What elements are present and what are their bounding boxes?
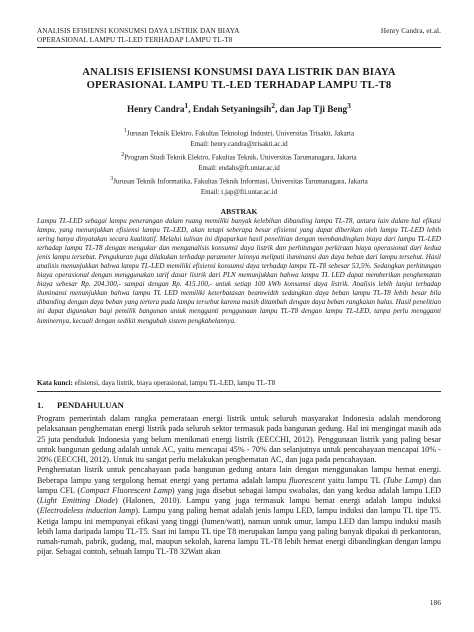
affiliation-2-email: Email: endahs@ft.untar.ac.id [198, 163, 280, 172]
section-title: PENDAHULUAN [57, 400, 124, 410]
intro-p2-text-c: ) dan lampu CFL ( [37, 475, 442, 495]
intro-p2-text-f: ). Lampu yang paling hemat adalah jenis lampu LED, lampu induksi dan lampu TL tipe T5. Ketiga lampu ini mempunyai efikasi yang tinggi (lumen/watt), namun untuk umur, lampu LED dan lampu induksi masih lebih lama daripada lampu TL-T5. Saat ini lampu TL tipe T8 merupakan lampu yang paling banyak dipakai di perkantoran, rumah-rumah, pabrik, gudang, mal, maupun sekolah, karena lampu TL-T8 lebih hemat energi dibandingkan dengan lampu pijar. Sebagai contoh, sebuah lampu TL-T8 32Watt akan [37, 506, 441, 557]
abstract-text: Lampu TL-LED sebagai lampu penerangan dalam ruang memiliki banyak kelebihan dibanding lampu TL-T8, antara lain dalam hal efikasi lampu, yang menunjukkan efisiensi lampu TL-LED, akan tetapi seberapa besar efisiensi yang dapat diberikan oleh lampu TL-LED lebih sering hanya dinyatakan secara kualitatif. Melalui tulisan ini dipaparkan hasil penelitian dengan membandingkan biaya dari lampu TL-LED terhadap lampu TL-T8 dengan mengukur dan menganalisis konsumsi daya listrik dan perhitungan perkiraan biaya operasional dari kedua jenis lampu tersebut. Pengukuran juga dilakukan terhadap parameter lainnya meliputi iluminansi dan daya beban dari lampu tersebut. Hasil analisis menunjukkan bahwa lampu TL-LED memiliki efisiensi konsumsi daya terhadap lampu TL-T8 sebesar 53,5%. Sedangkan perhitungan biaya operasional dengan menggunakan tarif dasar listrik dari PLN memunjukkan bahwa lampu TL LED dapat memberikan penghematan biaya sebesar Rp. 204.300,- sampai dengan Rp. 415.100,- untuk setiap 100 kWh konsumsi daya listrik. Analisis lebih lanjut terhadap iluminansi menunjukkan bahwa lampu TL LED memiliki keterbatasan beamwidth sedangkan daya beban lampu TL-T8 lebih besar bila dibanding dengan daya beban yang tertera pada lampu tersebut karena masih ditambah dengan daya beban rangkaian balas. Hasil penelitian ini dapat digunakan bagi pemilik bangunan untuk mengganti penggunaan lampu TL-T8 dengan lampu TL-LED, tanpa perlu mengganti luminernya, kecuali dengan sedikit mengubah sistem pengkabelannya. [37, 217, 441, 325]
affiliations [37, 126, 441, 199]
affiliation-3-email: Email: t.jap@fti.untar.ac.id [200, 188, 278, 196]
author-2-affil: 2 [271, 101, 276, 110]
header-divider [37, 47, 441, 48]
author-list [37, 100, 441, 115]
intro-p2-text-e: ) (Halonen, 2010). Lampu yang juga termasuk lampu hemat energi adalah lampu induksi ( [37, 496, 442, 516]
affiliation-1-email: Email: henry.candra@trisakti.ac.id [190, 139, 288, 148]
paper-title-line-2: OPERASIONAL LAMPU TL-LED TERHADAP LAMPU TL-T8 [86, 80, 392, 91]
intro-p2-term-cfl: Compact Fluorescent Lamp [80, 485, 172, 495]
intro-p2-text-b: yaitu lampu TL ( [324, 475, 387, 485]
page-number: 186 [429, 598, 441, 607]
running-header-line-2: OPERASIONAL LAMPU TL-LED TERHADAP LAMPU TL-T8 [37, 35, 233, 44]
keywords-list: efisiensi, daya listrik, biaya operasional, lampu TL-LED, lampu TL-T8 [72, 379, 276, 387]
intro-p2-term-led: Light Emitting Diode [39, 496, 116, 505]
author-1: Henry Candra [127, 104, 185, 115]
intro-paragraph-1: Program pemerintah dalam rangka pemerataan energi listrik untuk seluruh masyarakat Indonesia adalah mendorong pelaksanaan penghematan energi listrik pada seluruh sektor termasuk pada bangunan gedung. Hal ini mengingat masih ada 25 juta penduduk Indonesia yang belum menikmati energi listrik (EECCHI, 2012). Penggunaan listrik yang paling besar untuk bangunan gedung adalah untuk AC, yaitu mencapai 45% - 70% dan selanjutnya untuk pencahayaan mencapai 10% - 20% (EECCHI, 2012). Untuk itu sangat perlu melakukan penghematan AC, dan juga pada pencahayaan. [37, 414, 441, 464]
keywords-divider [37, 391, 441, 392]
affiliation-1-number: 1 [123, 128, 127, 134]
intro-p2-term-tube-lamp: Tube Lamp [386, 475, 424, 485]
abstract-heading: ABSTRAK [220, 207, 258, 216]
section-heading-introduction [37, 400, 441, 410]
intro-paragraph-2 [37, 465, 441, 557]
affiliation-1 [37, 126, 441, 149]
running-header-authors: Henry Candra, et.al. [380, 27, 441, 35]
affiliation-3-number: 3 [110, 176, 114, 183]
running-header-line-1: ANALISIS EFISIENSI KONSUMSI DAYA LISTRIK DAN BIAYA [37, 27, 240, 35]
intro-p2-text-d: ) yang juga disebut sebagai lampu swabalas, dan yang kedua adalah lampu LED ( [37, 485, 441, 505]
author-3: Jap Tji Beng [296, 104, 348, 115]
keywords [37, 379, 441, 388]
affiliation-2-dept: Program Studi Teknik Elektro, Fakultas Teknik, Universitas Tarumanagara, Jakarta [124, 153, 357, 162]
author-3-affil: 3 [347, 101, 351, 110]
affiliation-3-dept: Jurusan Teknik Informatika, Fakultas Teknik Informasi, Universitas Tarumanagara, Jakarta [113, 177, 368, 186]
introduction-body [37, 414, 441, 558]
paper-title-line-1: ANALISIS EFISIENSI KONSUMSI DAYA LISTRIK DAN BIAYA [82, 67, 396, 78]
affiliation-2 [37, 150, 441, 173]
affiliation-1-dept: Jurusan Teknik Elektro, Fakultas Teknologi Industri, Universitas Trisakti, Jakarta [126, 129, 355, 138]
running-header-title [37, 27, 337, 44]
author-1-affil: 1 [184, 101, 189, 110]
intro-p2-term-fluorescent: fluorescent [289, 475, 325, 485]
author-2: Endah Setyaningsih [192, 104, 272, 115]
intro-p2-text-a: Penghematan listrik untuk pencahayaan pada bangunan gedung antara lain dengan menggunakan lampu hemat energi. Beberapa lampu yang tergolong hemat energi yang pertama adalah lampu [37, 465, 441, 485]
intro-p2-term-induction: Electrodeless induction lamp [39, 506, 136, 516]
affiliation-3 [37, 174, 441, 197]
author-separator-2: , dan [275, 104, 297, 115]
keywords-label: Kata kunci: [37, 379, 73, 387]
affiliation-2-number: 2 [121, 152, 125, 159]
section-number: 1. [37, 400, 44, 410]
paper-title [37, 66, 441, 92]
author-separator-1: , [188, 104, 193, 115]
